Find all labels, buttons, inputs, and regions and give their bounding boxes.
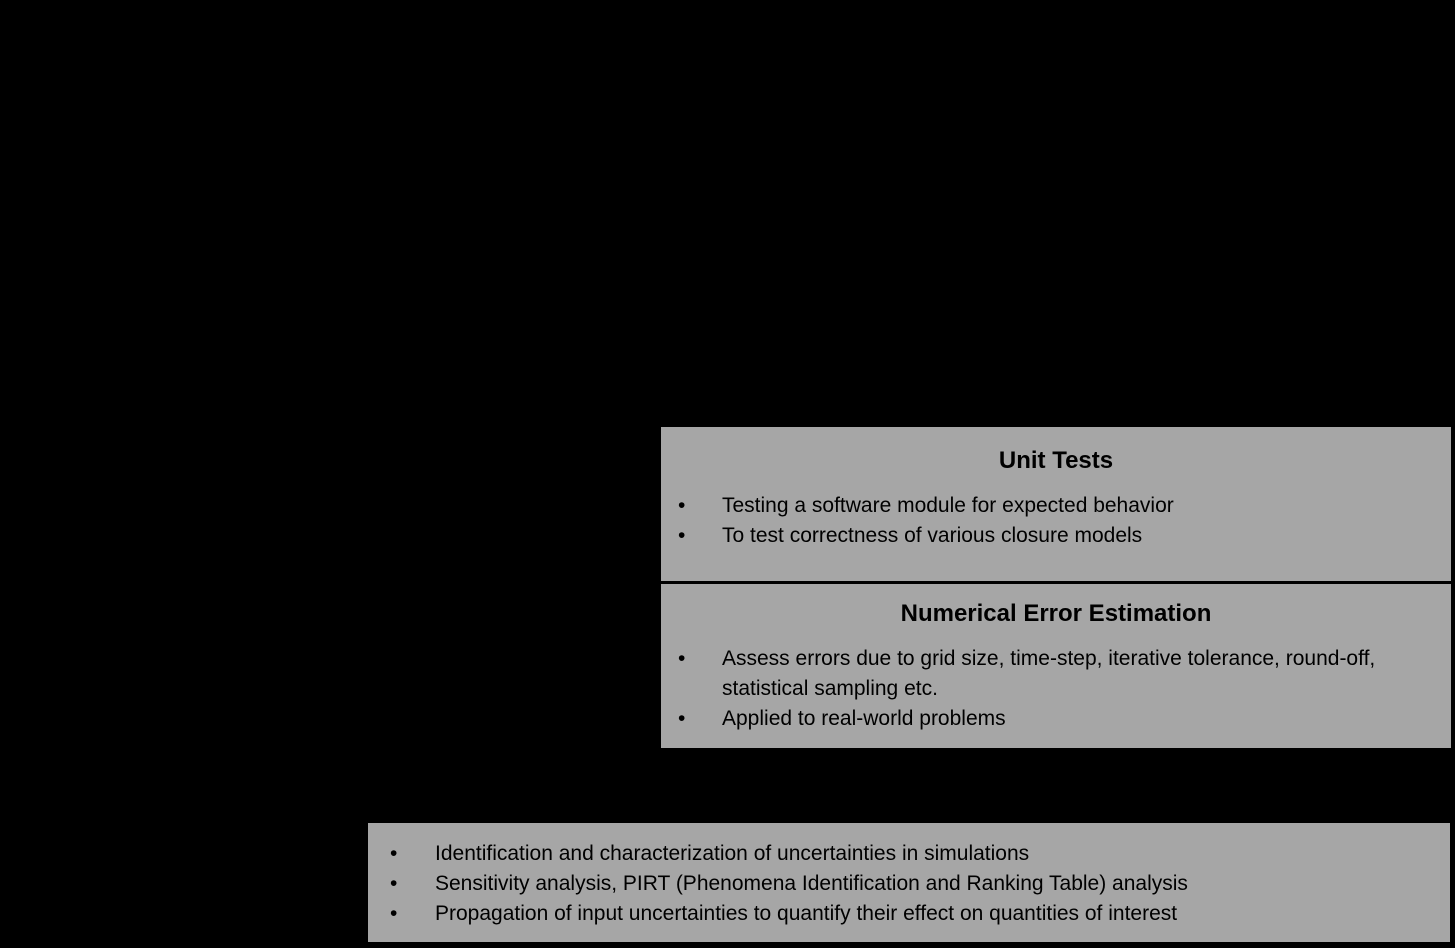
bullet-marker: • [678, 647, 686, 670]
uncertainty-bullet-list [368, 839, 1450, 929]
bullet-text: Identification and characterization of uncertainties in simulations [435, 842, 1030, 865]
bullet-item [661, 491, 1451, 521]
bullet-text: Sensitivity analysis, PIRT (Phenomena Identification and Ranking Table) analysis [435, 872, 1188, 895]
bullet-text: To test correctness of various closure models [722, 524, 1143, 547]
bullet-text: Assess errors due to grid size, time-step, iterative tolerance, round-off, statistical sampling etc. [722, 647, 1376, 700]
numerical-error-bullet-list [661, 644, 1451, 734]
unit-tests-title: Unit Tests [998, 447, 1114, 474]
bullet-item [661, 644, 1451, 704]
bullet-marker: • [390, 842, 398, 865]
unit-tests-bullet-list [661, 491, 1451, 551]
bullet-item [368, 869, 1450, 899]
numerical-error-title: Numerical Error Estimation [900, 600, 1212, 627]
bullet-marker: • [390, 902, 398, 925]
tests-panel [661, 427, 1451, 748]
bullet-item [661, 704, 1451, 734]
numerical-error-section [661, 581, 1451, 748]
bullet-marker: • [678, 707, 686, 730]
bullet-marker: • [678, 494, 686, 517]
bullet-text: Applied to real-world problems [722, 707, 1006, 730]
bullet-item [661, 521, 1451, 551]
bullet-item [368, 839, 1450, 869]
bullet-marker: • [390, 872, 398, 895]
uncertainty-panel [368, 823, 1450, 942]
bullet-text: Testing a software module for expected behavior [722, 494, 1174, 517]
bullet-text: Propagation of input uncertainties to quantify their effect on quantities of interest [435, 902, 1178, 925]
unit-tests-section [661, 427, 1451, 581]
bullet-marker: • [678, 524, 686, 547]
bullet-item [368, 899, 1450, 929]
